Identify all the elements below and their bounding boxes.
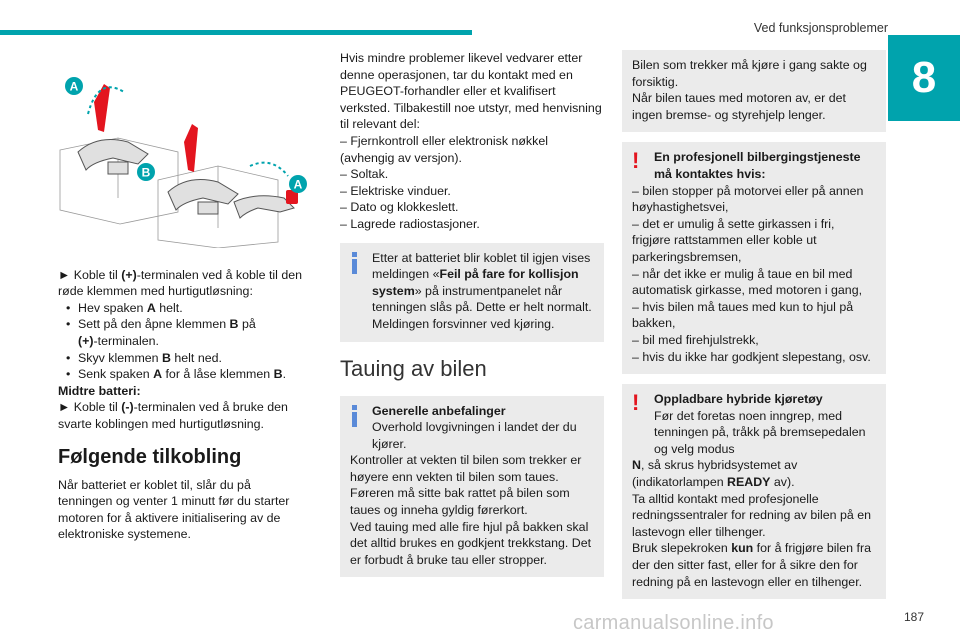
page-number: 187	[903, 610, 924, 624]
warning-box-professional: ! En profesjonell bilbergingstjeneste må kontaktes hvis: – bilen stopper på motorvei eller på annen høyhastighetsvei, – det er umulig å sette girkassen i fri, frigjøre rattstammen eller koble ut parkeringsbremsen, – når det ikke er mulig å taue en bil med automatisk girkasse, med motoren i gang, – hvis bilen må taues med kun to hjul på bakken, – bil med firehjulstrekk, – hvis du ikke har godkjent slepestang, osv.	[622, 142, 886, 374]
reset-equipment-list	[340, 133, 604, 233]
list-item: – når det ikke er mulig å taue en bil med automatisk girkasse, med motoren i gang,	[632, 266, 863, 298]
info-box-general: Generelle anbefalinger Overhold lovgivningen i landet der du kjører. Kontroller at vekten til bilen som trekker er høyere enn vekten til bilen som taues. Føreren må sitte bak rattet på bilen som taues og inneha gyldig førerkort. Ved tauing med alle fire hjul på bakken skal det alltid brukes en godkjent trekkstang. Det er forbudt å bruke tau eller stropper.	[340, 396, 604, 578]
list-item: • Sett på den åpne klemmen B på (+)-terminalen.	[66, 316, 308, 349]
list-item: – Dato og klokkeslett.	[340, 200, 459, 215]
clamp-steps-list	[58, 300, 308, 383]
list-item: – bilen stopper på motorvei eller på annen høyhastighetsvei,	[632, 183, 864, 215]
warning-icon: !	[632, 148, 640, 174]
section-heading-tauing: Tauing av bilen	[340, 355, 487, 381]
list-item: • Hev spaken A helt.	[66, 300, 308, 317]
section-heading-folgende: Følgende tilkobling	[58, 445, 242, 468]
header-rule	[0, 30, 472, 35]
column-3	[622, 50, 886, 599]
info-icon	[348, 405, 362, 427]
warning-icon: !	[632, 390, 640, 416]
list-item: – hvis du ikke har godkjent slepestang, osv.	[632, 349, 871, 364]
arrow-right-icon: ►	[58, 267, 71, 282]
intro-paragraph: Hvis mindre problemer likevel vedvarer etter denne operasjonen, tar du kontakt med en PEUGEOT-forhandler eller et kvalifisert verksted. Tilbakestill noe utstyr, med henvisning til relevant del:	[340, 51, 602, 132]
list-item: – Lagrede radiostasjoner.	[340, 216, 480, 231]
list-item: – bil med firehjulstrekk,	[632, 332, 759, 347]
step-connect-negative: ► Koble til (-)-terminalen ved å bruke den svarte koblingen med hurtigutløsning.	[58, 400, 288, 431]
label-a-1: A	[69, 79, 79, 94]
midtre-batteri-label: Midtre batteri:	[58, 383, 141, 398]
step-connect-positive: ► Koble til (+)-terminalen ved å koble til den røde klemmen med hurtigutløsning:	[58, 267, 303, 299]
tow-note-box: Bilen som trekker må kjøre i gang sakte og forsiktig. Når bilen taues med motoren av, er det ingen bremse- og styrehjelp lenger.	[622, 50, 886, 132]
list-item: – Fjernkontroll eller elektronisk nøkkel (avhengig av versjon).	[340, 133, 548, 165]
label-b: B	[141, 165, 151, 180]
arrow-right-icon: ►	[58, 400, 71, 415]
page-header-title: Ved funksjonsproblemer	[753, 21, 888, 35]
chapter-number-tab: 8	[888, 35, 960, 121]
list-item: • Senk spaken A for å låse klemmen B.	[66, 366, 308, 383]
list-item: – hvis bilen må taues med kun to hjul på bakken,	[632, 299, 854, 331]
list-item: – Elektriske vinduer.	[340, 183, 451, 198]
label-a-2: A	[293, 177, 303, 192]
list-item: – det er umulig å sette girkassen i fri, frigjøre rattstammen eller koble ut parkeringsbremsen,	[632, 216, 835, 264]
folgende-paragraph: Når batteriet er koblet til, slår du på tenningen og venter 1 minutt før du starter motoren for å aktivere initialisering av de elektroniske systemene.	[58, 477, 290, 542]
list-item: – Soltak.	[340, 167, 389, 182]
watermark: carmanualsonline.info	[573, 612, 774, 634]
column-2	[340, 50, 604, 577]
info-icon	[348, 252, 362, 274]
warning-box-hybrid: ! Oppladbare hybride kjøretøy Før det foretas noen inngrep, med tenningen på, tråkk på bremsepedalen og velg modus N, så skrus hybridsystemet av (indikatorlampen READY av). Ta alltid kontakt med profesjonelle redningssentraler for redning av bilen på en lastevogn eller tilhenger. Bruk slepekroken kun for å frigjøre bilen fra der den sitter fast, eller for å sikre den for redning på en lastevogn eller en tilhenger.	[622, 384, 886, 599]
info-box-collision: Etter at batteriet blir koblet til igjen vises meldingen «Feil på fare for kollisjon system» på instrumentpanelet når tenningen slås på. Dette er helt normalt. Meldingen forsvinner ved kjøring.	[340, 243, 604, 342]
battery-clamp-illustration	[58, 62, 308, 248]
column-1	[58, 50, 308, 543]
list-item: • Skyv klemmen B helt ned.	[66, 350, 308, 367]
